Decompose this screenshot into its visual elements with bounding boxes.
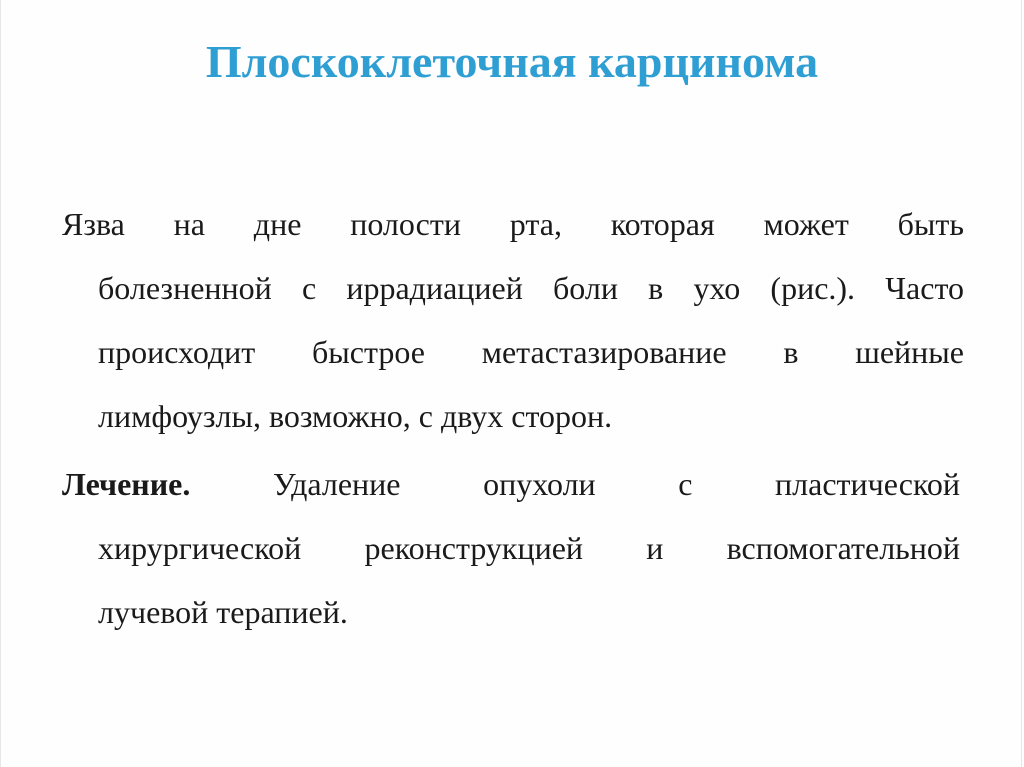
description-line-1: Язва на дне полости рта, которая может быть xyxy=(62,206,964,242)
slide-right-border xyxy=(1021,0,1022,767)
slide-left-border xyxy=(0,0,1,767)
description-paragraph xyxy=(62,192,964,448)
treatment-text-1: Удаление опухоли с пластической xyxy=(190,466,960,502)
treatment-line-1 xyxy=(62,452,960,516)
description-line-4: лимфоузлы, возможно, с двух сторон. xyxy=(98,398,613,434)
treatment-line-2: хирургической реконструкцией и вспомогательной xyxy=(98,530,960,566)
description-line-3: происходит быстрое метастазирование в шейные xyxy=(98,334,964,370)
treatment-line-3: лучевой терапией. xyxy=(98,594,348,630)
slide-title: Плоскоклеточная карцинома xyxy=(205,36,819,87)
treatment-paragraph xyxy=(62,452,960,644)
description-line-2: болезненной с иррадиацией боли в ухо (рис.). Часто xyxy=(98,270,964,306)
treatment-label: Лечение. xyxy=(62,466,191,502)
